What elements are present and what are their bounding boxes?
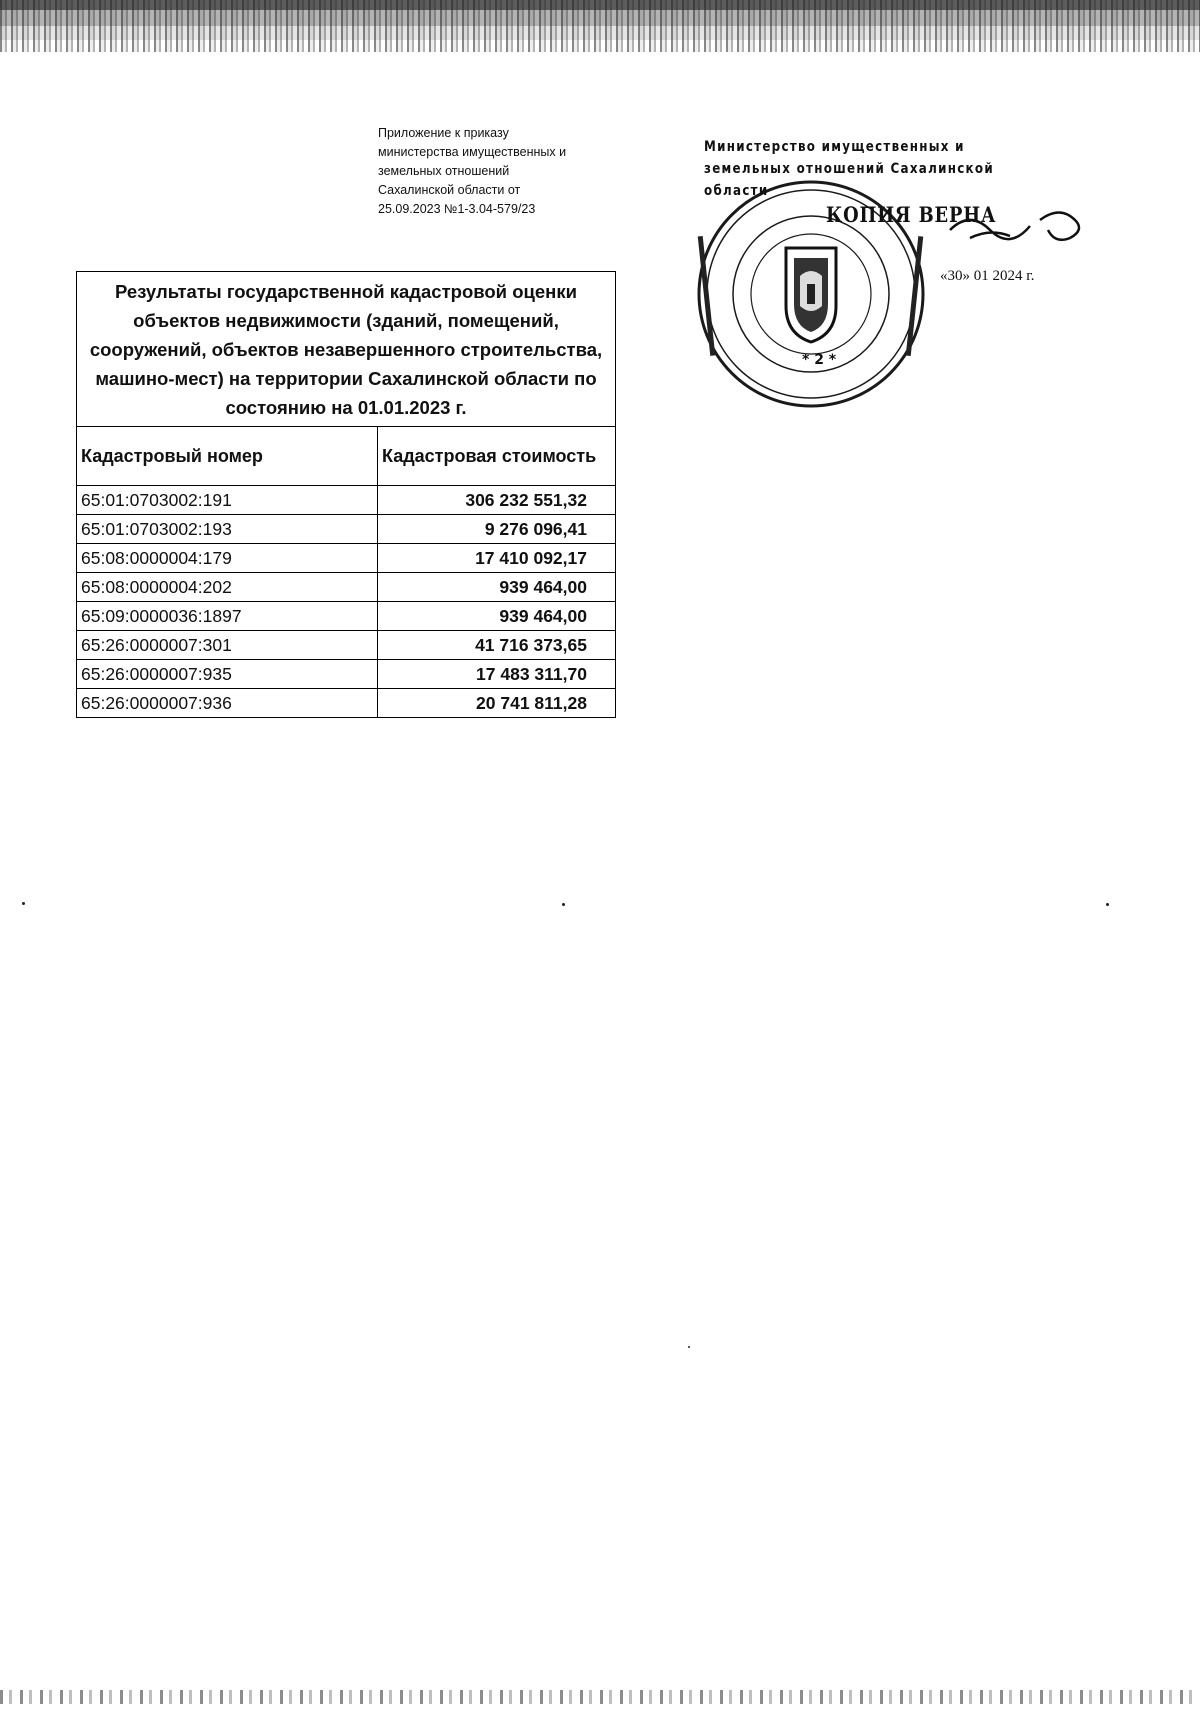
table-title-line: Результаты государственной кадастровой оценки [115,280,577,302]
cadastral-number-cell: 65:26:0000007:936 [77,689,378,718]
cadastral-number-cell: 65:26:0000007:935 [77,660,378,689]
table-row [77,573,616,602]
cadastral-value-cell: 939 464,00 [378,602,616,631]
cadastral-number-cell: 65:01:0703002:191 [77,486,378,515]
cadastral-number-cell: 65:01:0703002:193 [77,515,378,544]
column-header-cadastral-number: Кадастровый номер [77,427,378,486]
table-title-line: сооружений, объектов незавершенного строительства, [89,338,603,360]
appendix-note [378,124,608,219]
coat-of-arms-icon [786,248,836,342]
table-title [77,272,616,427]
certification-header-line: земельных отношений Сахалинской [704,161,994,177]
scan-speck [562,903,565,906]
table-title-line: состоянию на 01.01.2023 г. [225,396,467,418]
scan-artifact-bottom [0,1690,1200,1704]
svg-text:* 2 *: * 2 * [802,352,837,368]
certification-date: «30» 01 2024 г. [940,268,1035,284]
cadastral-value-cell: 306 232 551,32 [378,486,616,515]
cadastral-results-table [76,271,616,718]
cadastral-value-cell: 17 483 311,70 [378,660,616,689]
table-title-line: объектов недвижимости (зданий, помещений, [133,309,559,331]
appendix-line: Приложение к приказу [378,126,509,140]
copy-certified-label: КОПИЯ ВЕРНА [826,202,997,227]
cadastral-value-cell: 17 410 092,17 [378,544,616,573]
certification-header-line: области [704,183,769,199]
cadastral-number-cell: 65:09:0000036:1897 [77,602,378,631]
certification-header-line: Министерство имущественных и [704,139,965,155]
table-row [77,486,616,515]
appendix-line: Сахалинской области от [378,183,521,197]
cadastral-value-cell: 20 741 811,28 [378,689,616,718]
cadastral-number-cell: 65:08:0000004:202 [77,573,378,602]
cadastral-number-cell: 65:26:0000007:301 [77,631,378,660]
cadastral-value-cell: 9 276 096,41 [378,515,616,544]
table-row [77,689,616,718]
cadastral-number-cell: 65:08:0000004:179 [77,544,378,573]
cadastral-value-cell: 939 464,00 [378,573,616,602]
table-title-line: машино-мест) на территории Сахалинской области по [95,367,597,389]
table-row [77,631,616,660]
scan-speck [22,902,25,905]
table-row [77,660,616,689]
appendix-line: земельных отношений [378,164,510,178]
appendix-line: министерства имущественных и [378,145,567,159]
column-header-cadastral-value: Кадастровая стоимость [378,427,616,486]
scan-speck [688,1346,690,1348]
table-row [77,544,616,573]
certification-header [704,136,1104,202]
scan-speck [1106,903,1109,906]
cadastral-value-cell: 41 716 373,65 [378,631,616,660]
table-row [77,515,616,544]
table-row [77,602,616,631]
scan-artifact-top [0,0,1200,52]
appendix-line: 25.09.2023 №1-3.04-579/23 [378,202,536,216]
